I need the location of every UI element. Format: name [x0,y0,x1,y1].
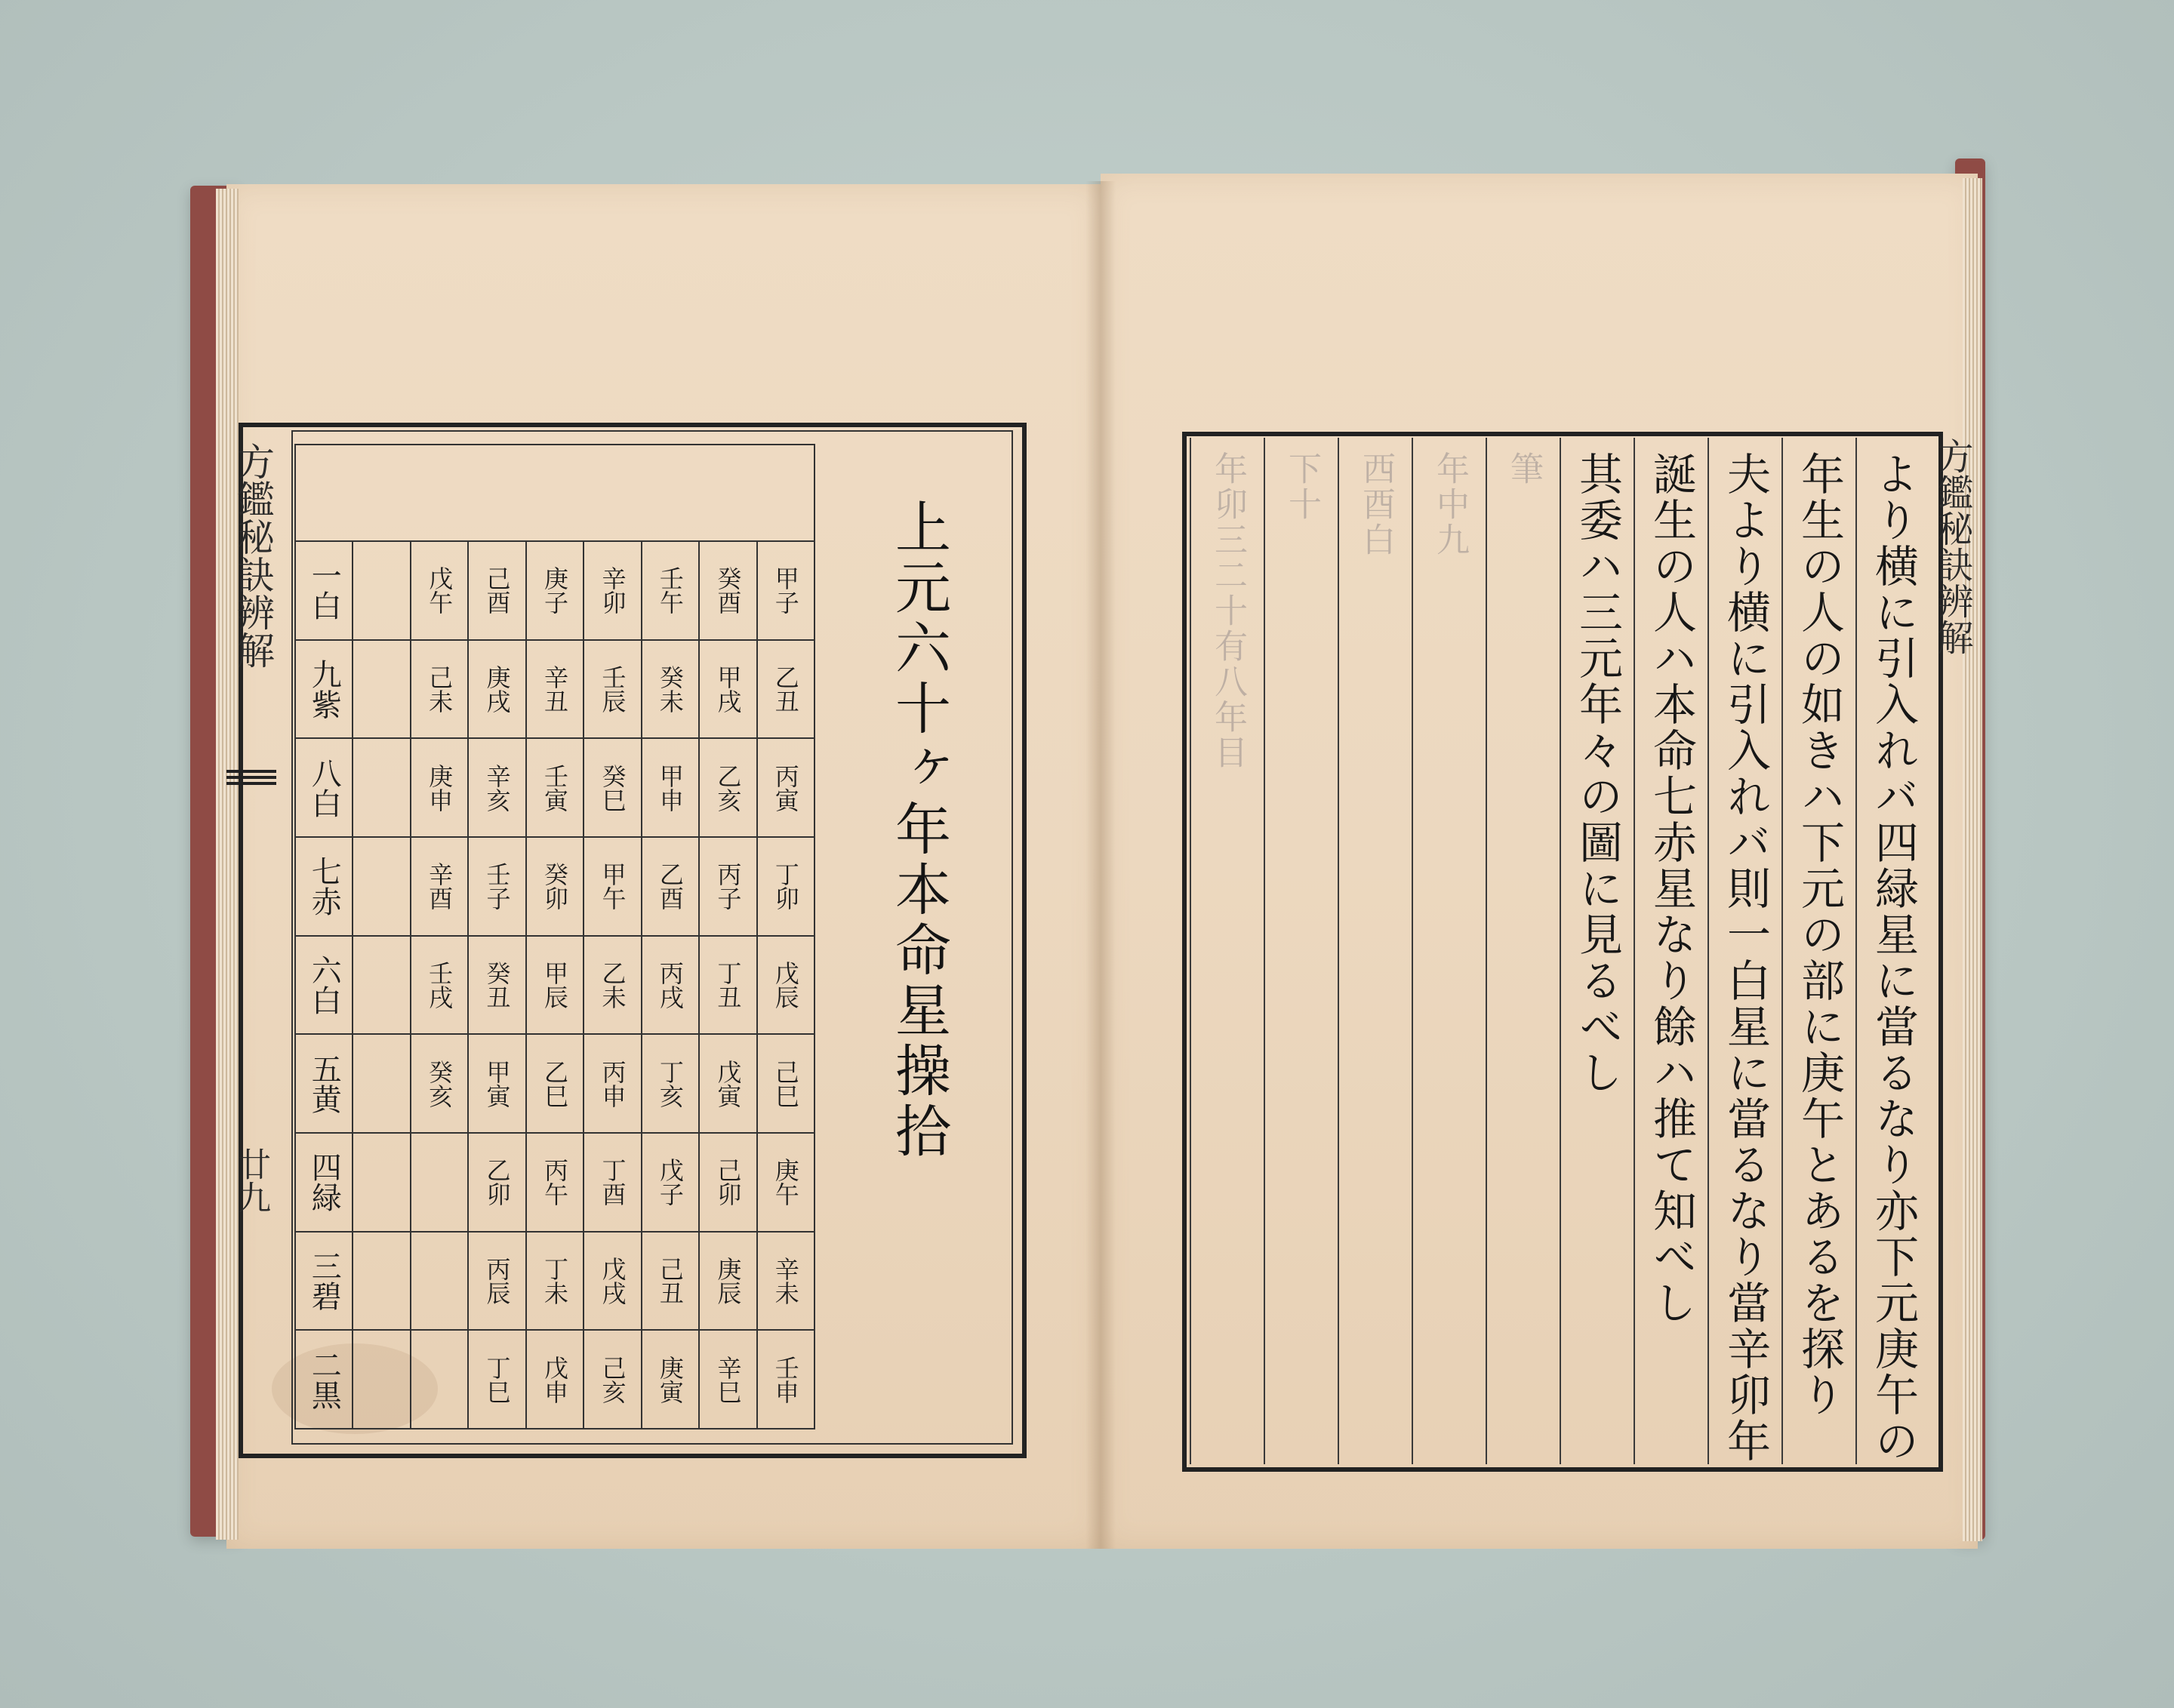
year-label: 戊戌 [598,1256,627,1305]
year-cell [642,838,700,937]
year-cell [758,1331,815,1429]
star-cell [296,641,353,740]
year-cell [758,739,815,838]
year-cell [700,1134,757,1233]
year-cell [584,1134,642,1233]
year-cell [584,641,642,740]
year-cell [469,1035,526,1134]
star-cell [296,739,353,838]
text-column [1560,438,1634,1464]
year-label: 甲寅 [482,1059,512,1108]
year-cell [700,542,757,641]
book-gutter [1085,181,1116,1549]
year-label: 甲子 [771,566,800,615]
year-label: 丁卯 [771,862,800,911]
right-page-text-block [1190,438,1929,1464]
year-label: 甲申 [655,763,685,812]
star-cell [296,1035,353,1134]
show-through-column [1264,438,1338,1464]
year-cell [584,1233,642,1331]
year-label: 己卯 [713,1158,743,1207]
year-label: 辛未 [771,1256,800,1305]
year-cell [469,641,526,740]
table-title: 上元六十ヶ年本命星操拾 [886,498,951,1162]
year-cell [469,1331,526,1429]
year-cell [411,937,469,1036]
text-column-content: 其委ハ三元年々の圖に見るべし [1572,451,1623,1096]
year-cell [527,641,584,740]
year-label: 丙午 [540,1158,569,1207]
empty-cell [353,838,411,937]
star-label: 七赤 [306,856,342,917]
year-label: 辛丑 [540,664,569,713]
year-label: 乙酉 [655,862,685,911]
year-cell [584,937,642,1036]
text-column-content: 年生の人の如きハ下元の部に庚午とあるを探り [1794,451,1845,1418]
show-through-text: 年卯三二十有八年目 [1209,451,1247,771]
year-cell [411,1134,469,1233]
year-label: 壬子 [482,862,512,911]
year-label: 庚戌 [482,664,512,713]
year-cell [469,739,526,838]
star-cell [296,542,353,641]
right-margin-title: 方鑑秘訣辨解 [1931,438,1973,655]
year-label: 己丑 [655,1256,685,1305]
table-header-band [294,444,815,540]
year-cell [758,838,815,937]
year-cell [411,838,469,937]
star-label: 八白 [306,757,342,818]
star-label: 五黄 [306,1053,342,1114]
year-label: 丁丑 [713,960,743,1009]
year-label: 壬寅 [540,763,569,812]
star-label: 四緑 [306,1152,342,1213]
year-label: 丁未 [540,1256,569,1305]
year-label: 庚辰 [713,1256,743,1305]
empty-cell [353,1035,411,1134]
year-cell [584,1331,642,1429]
year-cell [527,838,584,937]
empty-cell [353,641,411,740]
year-label: 辛巳 [713,1355,743,1404]
year-cell [411,739,469,838]
year-cell [411,641,469,740]
empty-cell [353,739,411,838]
year-cell [584,542,642,641]
year-label: 甲午 [598,862,627,911]
show-through-text: 筆 [1504,451,1543,487]
margin-fishtail-mark [226,770,276,786]
star-label: 九紫 [306,658,342,719]
year-label: 癸未 [655,664,685,713]
star-cell [296,937,353,1036]
show-through-text: 下十 [1283,451,1321,522]
year-cell [642,1331,700,1429]
year-cell [469,1233,526,1331]
year-cell [411,542,469,641]
honmei-star-table [294,540,815,1429]
empty-cell [353,1331,411,1429]
text-column-content: より横に引入れバ四緑星に當るなり亦下元庚午の [1868,451,1919,1464]
year-cell [642,739,700,838]
year-label: 乙卯 [482,1158,512,1207]
year-cell [758,1035,815,1134]
star-label: 六白 [306,954,342,1015]
year-label: 壬申 [771,1355,800,1404]
text-column [1855,438,1929,1464]
text-column [1781,438,1855,1464]
year-cell [527,739,584,838]
year-label: 庚申 [425,763,454,812]
year-label: 丁巳 [482,1355,512,1404]
year-cell [411,1331,469,1429]
year-cell [700,838,757,937]
year-cell [700,641,757,740]
year-cell [527,1035,584,1134]
year-cell [758,937,815,1036]
empty-cell [353,1233,411,1331]
year-label: 丙子 [713,862,743,911]
year-label: 己酉 [482,566,512,615]
text-column-content: 夫より横に引入れバ則一白星に當るなり當辛卯年 [1720,451,1771,1464]
star-cell [296,1134,353,1233]
year-cell [469,542,526,641]
year-label: 戊寅 [713,1059,743,1108]
year-cell [642,1134,700,1233]
year-cell [758,641,815,740]
year-cell [700,937,757,1036]
year-label: 甲戌 [713,664,743,713]
year-cell [642,1035,700,1134]
text-column-content: 誕生の人ハ本命七赤星なり餘ハ推て知べし [1646,451,1697,1326]
empty-cell [353,1134,411,1233]
year-label: 壬辰 [598,664,627,713]
year-cell [469,937,526,1036]
year-cell [642,937,700,1036]
show-through-text: 西酉白 [1356,451,1395,558]
year-cell [584,1035,642,1134]
year-cell [700,1035,757,1134]
year-cell [642,641,700,740]
text-column [1634,438,1707,1464]
year-label: 乙巳 [540,1059,569,1108]
year-cell [758,1134,815,1233]
empty-cell [353,542,411,641]
show-through-column [1338,438,1412,1464]
year-label: 甲辰 [540,960,569,1009]
year-label: 癸卯 [540,862,569,911]
year-cell [411,1233,469,1331]
left-page-number: 廿九 [232,1147,270,1214]
year-label: 癸亥 [425,1059,454,1108]
year-label: 辛亥 [482,763,512,812]
year-label: 戊子 [655,1158,685,1207]
year-cell [700,1233,757,1331]
year-label: 丁亥 [655,1059,685,1108]
year-label: 乙丑 [771,664,800,713]
year-cell [700,739,757,838]
year-label: 丁酉 [598,1158,627,1207]
star-label: 二黒 [306,1349,342,1410]
year-label: 戊辰 [771,960,800,1009]
year-cell [469,1134,526,1233]
year-cell [527,1331,584,1429]
year-label: 丙申 [598,1059,627,1108]
year-label: 丙寅 [771,763,800,812]
show-through-text: 年中九 [1430,451,1469,558]
year-label: 癸巳 [598,763,627,812]
year-label: 庚寅 [655,1355,685,1404]
year-cell [758,542,815,641]
star-label: 一白 [306,560,342,621]
year-label: 己亥 [598,1355,627,1404]
star-label: 三碧 [306,1250,342,1311]
year-cell [642,542,700,641]
year-label: 丙戌 [655,960,685,1009]
year-cell [527,1233,584,1331]
star-cell [296,1331,353,1429]
year-cell [469,838,526,937]
year-cell [700,1331,757,1429]
year-label: 壬午 [655,566,685,615]
year-label: 癸丑 [482,960,512,1009]
left-page-edges [216,189,239,1540]
show-through-column [1486,438,1560,1464]
year-cell [584,838,642,937]
year-label: 己未 [425,664,454,713]
year-label: 乙亥 [713,763,743,812]
year-label: 己巳 [771,1059,800,1108]
year-cell [527,542,584,641]
right-page-edges [1963,178,1982,1541]
empty-cell [353,937,411,1036]
year-label: 辛卯 [598,566,627,615]
year-label: 辛酉 [425,862,454,911]
year-label: 庚午 [771,1158,800,1207]
year-label: 癸酉 [713,566,743,615]
year-label: 戊午 [425,566,454,615]
year-cell [758,1233,815,1331]
star-cell [296,838,353,937]
year-cell [411,1035,469,1134]
year-label: 丙辰 [482,1256,512,1305]
year-label: 戊申 [540,1355,569,1404]
star-cell [296,1233,353,1331]
year-cell [527,937,584,1036]
year-cell [527,1134,584,1233]
year-label: 壬戌 [425,960,454,1009]
year-cell [584,739,642,838]
text-column [1707,438,1781,1464]
year-label: 乙未 [598,960,627,1009]
left-margin-title: 方鑑秘訣辨解 [231,442,275,669]
show-through-column [1190,438,1264,1464]
year-cell [642,1233,700,1331]
show-through-column [1412,438,1486,1464]
year-label: 庚子 [540,566,569,615]
